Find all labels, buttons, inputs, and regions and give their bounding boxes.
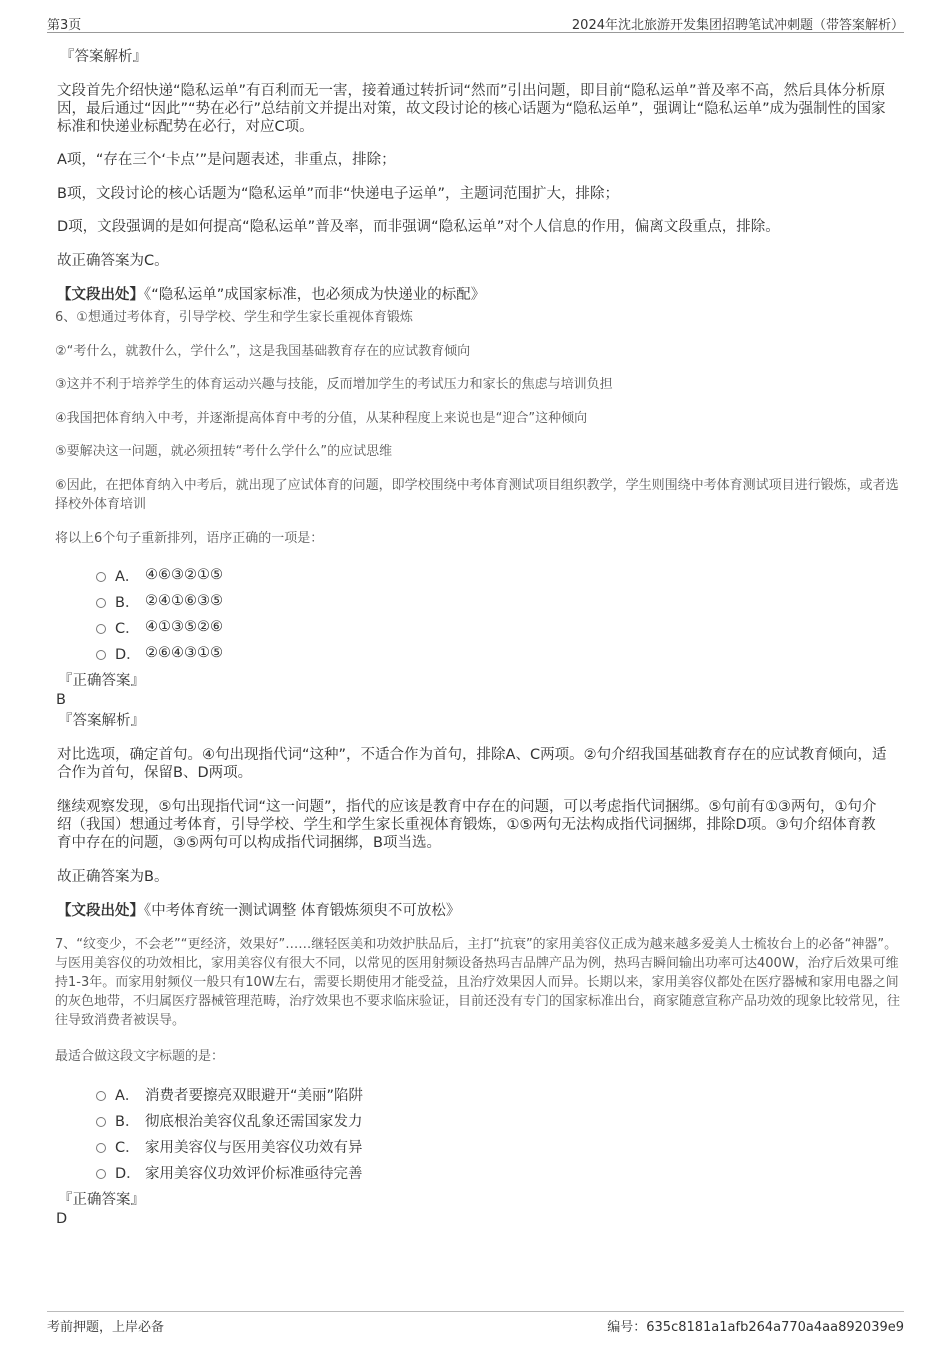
analysis-paragraph: 对比选项，确定首句。④句出现指代词“这种”，不适合作为首句，排除A、C两项。②句介绍我国基础教育存在的应试教育倾向，适合作为首句，保留B、D两项。	[57, 747, 887, 781]
option-c[interactable]: C． 家用美容仪与医用美容仪功效有异	[96, 1133, 363, 1159]
document-id: 编号：635c8181a1afb264a770a4aa892039e9	[607, 1320, 904, 1335]
question-sentence: 6、①想通过考体育，引导学校、学生和学生家长重视体育锻炼	[55, 310, 413, 325]
option-c[interactable]: C． ④①③⑤②⑥	[96, 614, 223, 640]
option-b[interactable]: B． 彻底根治美容仪乱象还需国家发力	[96, 1107, 363, 1133]
source-title: 《“隐私运单”成国家标准，也必须成为快递业的标配》	[144, 287, 486, 303]
q7-options	[96, 1081, 363, 1185]
radio-icon[interactable]	[96, 598, 106, 608]
question-stem: 7、“纹变少，不会老”“更经济，效果好”……继轻医美和功效护肤品后，主打“抗衰”的家用美容仪正成为越来越多爱美人士梳妆台上的必备“神器”。与医用美容仪的功效相比，家用美容仪有很大不同，以常见的医用射频设备热玛吉品牌产品为例，热玛吉瞬间输出功率可达400W，治疗后效果可维持1-3年。而家用射频仪一般只有10W左右，需要长期使用才能受益，且治疗效果因人而异。长期以来，家用美容仪都处在医疗器械和家用电器之间的灰色地带，不归属医疗器械管理范畴，治疗效果也不要求临床验证，目前还没有专门的国家标准出台，商家随意宣称产品功效的现象比较常见，往往导致消费者被误导。	[55, 937, 901, 1028]
analysis-paragraph: D项，文段强调的是如何提高“隐私运单”普及率，而非强调“隐私运单”对个人信息的作用，偏离文段重点，排除。	[57, 219, 780, 235]
analysis-label: 『答案解析』	[58, 713, 145, 729]
option-d[interactable]: D． 家用美容仪功效评价标准亟待完善	[96, 1159, 363, 1185]
radio-icon[interactable]	[96, 572, 106, 582]
radio-icon[interactable]	[96, 624, 106, 634]
passage-source	[57, 902, 887, 920]
radio-icon[interactable]	[96, 1143, 106, 1153]
question-sentence: ③这并不利于培养学生的体育运动兴趣与技能，反而增加学生的考试压力和家长的焦虑与培训负担	[55, 377, 613, 392]
option-a[interactable]: A． 消费者要擦亮双眼避开“美丽”陷阱	[96, 1081, 363, 1107]
q6-options	[96, 562, 223, 666]
radio-icon[interactable]	[96, 1169, 106, 1179]
source-title: 《中考体育统一测试调整 体育锻炼须臾不可放松》	[144, 903, 461, 919]
analysis-label: 『答案解析』	[60, 49, 147, 65]
correct-answer: D	[56, 1211, 68, 1227]
answer-conclusion: 故正确答案为C。	[57, 253, 169, 269]
question-sentence: ②“考什么，就教什么，学什么”，这是我国基础教育存在的应试教育倾向	[55, 344, 471, 359]
passage-source	[57, 286, 887, 304]
page-header	[47, 12, 904, 33]
page-footer	[47, 1311, 904, 1334]
question-sentence: ⑥因此，在把体育纳入中考后，就出现了应试体育的问题，即学校围绕中考体育测试项目组织教学，学生则围绕中考体育测试项目进行锻炼，或者选择校外体育培训	[55, 478, 899, 512]
radio-icon[interactable]	[96, 1117, 106, 1127]
correct-answer-label: 『正确答案』	[58, 1192, 145, 1208]
option-d[interactable]: D． ②⑥④③①⑤	[96, 640, 223, 666]
analysis-paragraph: A项，“存在三个‘卡点’”是问题表述，非重点，排除；	[57, 152, 396, 168]
footer-slogan: 考前押题，上岸必备	[47, 1320, 165, 1335]
document-title: 2024年沈北旅游开发集团招聘笔试冲刺题（带答案解析）	[571, 18, 904, 33]
option-a[interactable]: A． ④⑥③②①⑤	[96, 562, 223, 588]
question-prompt: 将以上6个句子重新排列，语序正确的一项是：	[55, 531, 324, 546]
radio-icon[interactable]	[96, 650, 106, 660]
question-sentence: ⑤要解决这一问题，就必须扭转“考什么学什么”的应试思维	[55, 444, 393, 459]
analysis-paragraph: B项，文段讨论的核心话题为“隐私运单”而非“快递电子运单”，主题词范围扩大，排除；	[57, 186, 619, 202]
analysis-paragraph: 文段首先介绍快递“隐私运单”有百利而无一害，接着通过转折词“然而”引出问题，即目前“隐私运单”普及率不高，然后具体分析原因，最后通过“因此”“势在必行”总结前文并提出对策，故文段讨论的核心话题为“隐私运单”，强调让“隐私运单”成为强制性的国家标准和快递业标配势在必行，对应C项。	[57, 83, 886, 135]
source-label: 【文段出处】	[57, 287, 144, 303]
page-number: 第3页	[47, 18, 82, 33]
analysis-paragraph: 继续观察发现，⑤句出现指代词“这一问题”，指代的应该是教育中存在的问题，可以考虑指代词捆绑。⑤句前有①③两句，①句介绍（我国）想通过考体育，引导学校、学生和学生家长重视体育锻炼，①⑤两句无法构成指代词捆绑，排除D项。③句介绍体育教育中存在的问题，③⑤两句可以构成指代词捆绑，B项当选。	[57, 799, 877, 851]
answer-conclusion: 故正确答案为B。	[57, 869, 169, 885]
question-prompt: 最适合做这段文字标题的是：	[55, 1049, 225, 1064]
question-sentence: ④我国把体育纳入中考，并逐渐提高体育中考的分值，从某种程度上来说也是“迎合”这种倾向	[55, 411, 588, 426]
correct-answer: B	[56, 692, 66, 708]
source-label: 【文段出处】	[57, 903, 144, 919]
radio-icon[interactable]	[96, 1091, 106, 1101]
correct-answer-label: 『正确答案』	[58, 673, 145, 689]
option-b[interactable]: B． ②④①⑥③⑤	[96, 588, 223, 614]
